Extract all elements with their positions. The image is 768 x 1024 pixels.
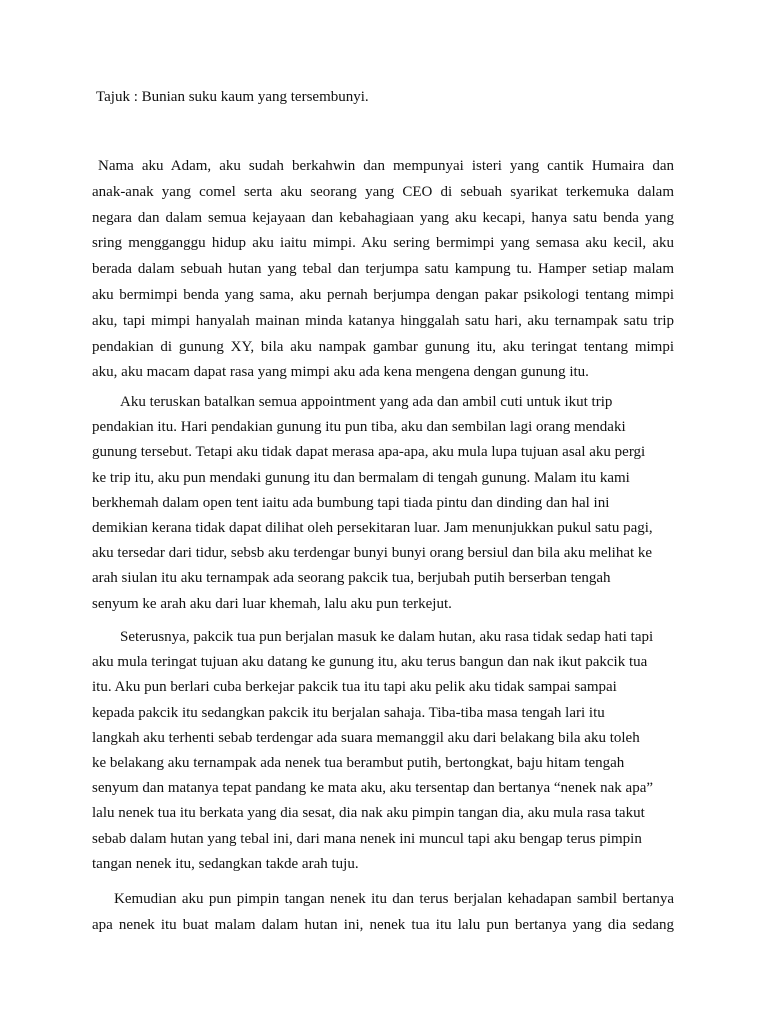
paragraph-line: kepada pakcik itu sedangkan pakcik itu berjalan sahaja. Tiba-tiba masa tengah lari itu <box>92 704 605 721</box>
paragraph-line: itu. Aku pun berlari cuba berkejar pakcik tua itu tapi aku pelik aku tidak sampai sampai <box>92 679 617 696</box>
paragraph-line: Aku teruskan batalkan semua appointment yang ada dan ambil cuti untuk ikut trip <box>120 394 613 410</box>
paragraph-line: pendakian itu. Hari pendakian gunung itu pun tiba, aku dan sembilan lagi orang mendaki <box>92 419 626 436</box>
paragraph-3 <box>92 625 674 877</box>
paragraph-line: pendakian di gunung XY, bila aku nampak gambar gunung itu, aku teringat tentang mimpi <box>92 338 674 355</box>
paragraph-line: demikian kerana tidak dapat dilihat oleh persekitaran luar. Jam menunjukkan pukul satu pagi, <box>92 519 653 536</box>
paragraph-line: senyum dan matanya tepat pandang ke mata aku, aku tersentap dan bertanya “nenek nak apa” <box>92 780 654 797</box>
paragraph-line: anak-anak yang comel serta aku seorang yang CEO di sebuah syarikat terkemuka dalam <box>92 183 674 200</box>
paragraph-line: sebab dalam hutan yang tebal ini, dari mana nenek ini muncul tapi aku bengap terus pimpin <box>92 830 642 847</box>
paragraph-line: arah siulan itu aku ternampak ada seorang pakcik tua, berjubah putih berserban tengah <box>92 570 611 587</box>
paragraph-line: aku, tapi mimpi hanyalah mainan minda katanya hinggalah satu hari, aku ternampak satu trip <box>92 312 674 329</box>
paragraph-line: Nama aku Adam, aku sudah berkahwin dan mempunyai isteri yang cantik Humaira dan <box>98 158 674 174</box>
paragraph-line: aku, aku macam dapat rasa yang mimpi aku ada kena mengena dengan gunung itu. <box>92 364 589 381</box>
paragraph-4 <box>92 886 674 938</box>
paragraph-line: langkah aku terhenti sebab terdengar ada suara memanggil aku dari belakang bila aku toleh <box>92 729 640 746</box>
paragraph-line: aku bermimpi benda yang sama, aku pernah berjumpa dengan pakar psikologi tentang mimpi <box>92 286 674 303</box>
document-title: Tajuk : Bunian suku kaum yang tersembunyi. <box>96 89 369 105</box>
paragraph-line: tangan nenek itu, sedangkan takde arah tuju. <box>92 855 359 872</box>
paragraph-line: berkhemah dalam open tent iaitu ada bumbung tapi tiada pintu dan dinding dan hal ini <box>92 494 610 511</box>
paragraph-line: ke belakang aku ternampak ada nenek tua berambut putih, bertongkat, baju hitam tengah <box>92 754 625 771</box>
paragraph-line: senyum ke arah aku dari luar khemah, lalu aku pun terkejut. <box>92 595 452 612</box>
paragraph-line: apa nenek itu buat malam dalam hutan ini, nenek tua itu lalu pun bertanya yang dia sedang <box>92 917 674 933</box>
paragraph-line: lalu nenek tua itu berkata yang dia sesat, dia nak aku pimpin tangan dia, aku mula rasa takut <box>92 805 645 822</box>
paragraph-line: aku mula teringat tujuan aku datang ke gunung itu, aku terus bangun dan nak ikut pakcik tua <box>92 654 648 671</box>
paragraph-line: Kemudian aku pun pimpin tangan nenek itu dan terus berjalan kehadapan sambil bertanya <box>114 891 674 907</box>
paragraph-line: gunung tersebut. Tetapi aku tidak dapat merasa apa-apa, aku mula lupa tujuan asal aku pergi <box>92 444 646 461</box>
paragraph-line: aku tersedar dari tidur, sebsb aku terdengar bunyi bunyi orang bersiul dan bila aku melihat ke <box>92 545 653 562</box>
paragraph-line: sring mengganggu hidup aku iaitu mimpi. Aku sering bermimpi yang semasa aku kecil, aku <box>92 235 674 252</box>
paragraph-2 <box>92 390 674 617</box>
paragraph-line: ke trip itu, aku pun mendaki gunung itu dan bermalam di tengah gunung. Malam itu kami <box>92 469 630 486</box>
paragraph-line: berada dalam sebuah hutan yang tebal dan terjumpa satu kampung tu. Hamper setiap malam <box>92 261 674 278</box>
paragraph-1 <box>92 154 674 386</box>
paragraph-line: Seterusnya, pakcik tua pun berjalan masuk ke dalam hutan, aku rasa tidak sedap hati tapi <box>120 629 654 645</box>
paragraph-line: negara dan dalam semua kejayaan dan kebahagiaan yang aku kecapi, hanya satu benda yang <box>92 209 674 226</box>
